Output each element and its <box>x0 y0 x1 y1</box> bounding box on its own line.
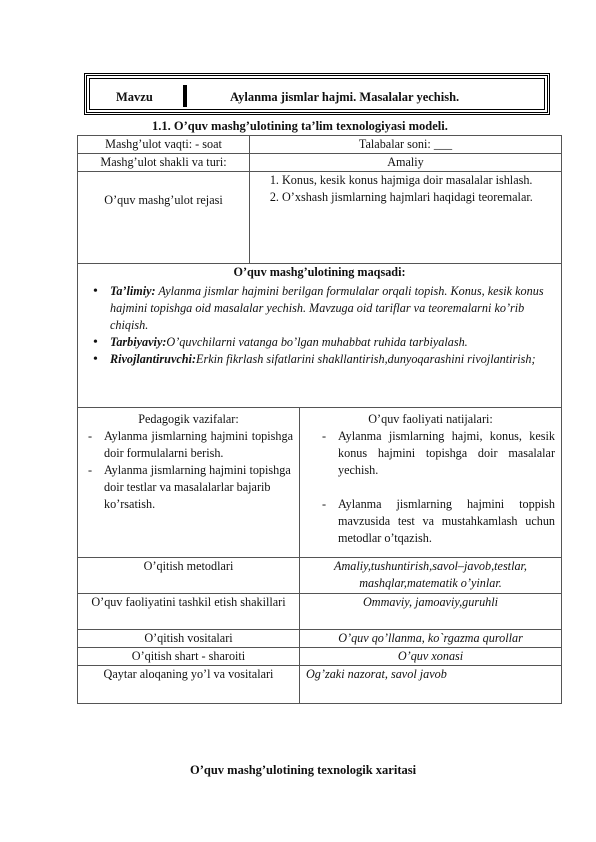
topic-title: Aylanma jismlar hajmi. Masalalar yechish. <box>230 90 460 104</box>
learning-results-title: O’quv faoliyati natijalari: <box>368 412 493 426</box>
feedback-label: Qaytar aloqaning yo’l va vositalari <box>78 666 300 704</box>
goal-label: Ta’limiy: <box>110 284 156 298</box>
goal-label: Tarbiyaviy: <box>110 335 167 349</box>
teaching-conditions-label: O’qitish shart - sharoiti <box>78 648 300 666</box>
teaching-methods-value: Amaliy,tushuntirish,savol–javob,testlar, mashqlar,matematik o’yinlar. <box>300 558 562 594</box>
pedagogical-task: - Aylanma jismlarning hajmini topishga doir formulalarni berish. <box>104 428 293 462</box>
lesson-time-cell: Mashg’ulot vaqti: - soat <box>78 136 250 154</box>
teaching-methods-label: O’qitish metodlari <box>78 558 300 594</box>
learning-result: - Aylanma jismlarning hajmini toppish mavzusida test va mustahkamlash uchun metodlar o’tqazish. <box>338 496 555 547</box>
goal-item <box>110 334 555 351</box>
pedagogical-task: - Aylanma jismlarning hajmini topishga doir testlar va masalalarlar bajarib ko’rsatish. <box>104 462 293 513</box>
plan-item: 2. O’xshash jismlarning hajmlari haqidagi teoremalar. <box>282 189 555 206</box>
activity-forms-label: O’quv faoliyatini tashkil etish shakillari <box>78 594 300 630</box>
section-title: 1.1. O’quv mashg’ulotining ta’lim texnologiyasi modeli. <box>152 119 448 133</box>
lesson-plan-cell <box>250 172 562 264</box>
teaching-tools-label: O’qitish vositalari <box>78 630 300 648</box>
lesson-form-value: Amaliy <box>250 154 562 172</box>
goal-text: Aylanma jismlar hajmini berilgan formulalar orqali topish. Konus, kesik konus hajmini topishga oid masalalar yechish. Mavzuga oid tariflar va teoremalarni ko’rib chiqish. <box>110 284 544 332</box>
goal-item <box>110 283 555 334</box>
teaching-tools-value: O’quv qo’llanma, ko`rgazma qurollar <box>300 630 562 648</box>
pedagogical-tasks-title: Pedagogik vazifalar: <box>138 412 239 426</box>
lesson-plan-label: O’quv mashg’ulot rejasi <box>78 172 250 264</box>
lesson-goals-cell <box>78 264 562 408</box>
students-count-cell: Talabalar soni: ___ <box>250 136 562 154</box>
activity-forms-value: Ommaviy, jamoaviy,guruhli <box>300 594 562 630</box>
goal-text: Erkin fikrlash sifatlarini shakllantirish,dunyoqarashini rivojlantirish; <box>196 352 536 366</box>
tech-map-title: O’quv mashg’ulotining texnologik xaritasi <box>190 763 417 777</box>
plan-item: 1. Konus, kesik konus hajmiga doir masalalar ishlash. <box>282 172 555 189</box>
pedagogical-tasks-list <box>84 428 293 513</box>
goal-item <box>110 351 555 368</box>
goal-label: Rivojlantiruvchi: <box>110 352 196 366</box>
lesson-form-label: Mashg’ulot shakli va turi: <box>78 154 250 172</box>
learning-results-list <box>306 428 555 547</box>
goal-text: O’quvchilarni vatanga bo’lgan muhabbat ruhida tarbiyalash. <box>166 335 468 349</box>
goals-list <box>84 283 555 368</box>
learning-result: - Aylanma jismlarning hajmi, konus, kesik konus hajmini topishga doir masalalar yechish. <box>338 428 555 479</box>
header-divider <box>183 85 187 107</box>
lesson-plan-list <box>256 172 555 206</box>
topic-label: Mavzu <box>116 90 153 104</box>
lesson-model-table <box>77 135 562 704</box>
feedback-value: Og’zaki nazorat, savol javob <box>300 666 562 704</box>
pedagogical-tasks-cell <box>78 408 300 558</box>
teaching-conditions-value: O’quv xonasi <box>300 648 562 666</box>
goals-title: O’quv mashg’ulotining maqsadi: <box>233 265 406 279</box>
learning-results-cell <box>300 408 562 558</box>
